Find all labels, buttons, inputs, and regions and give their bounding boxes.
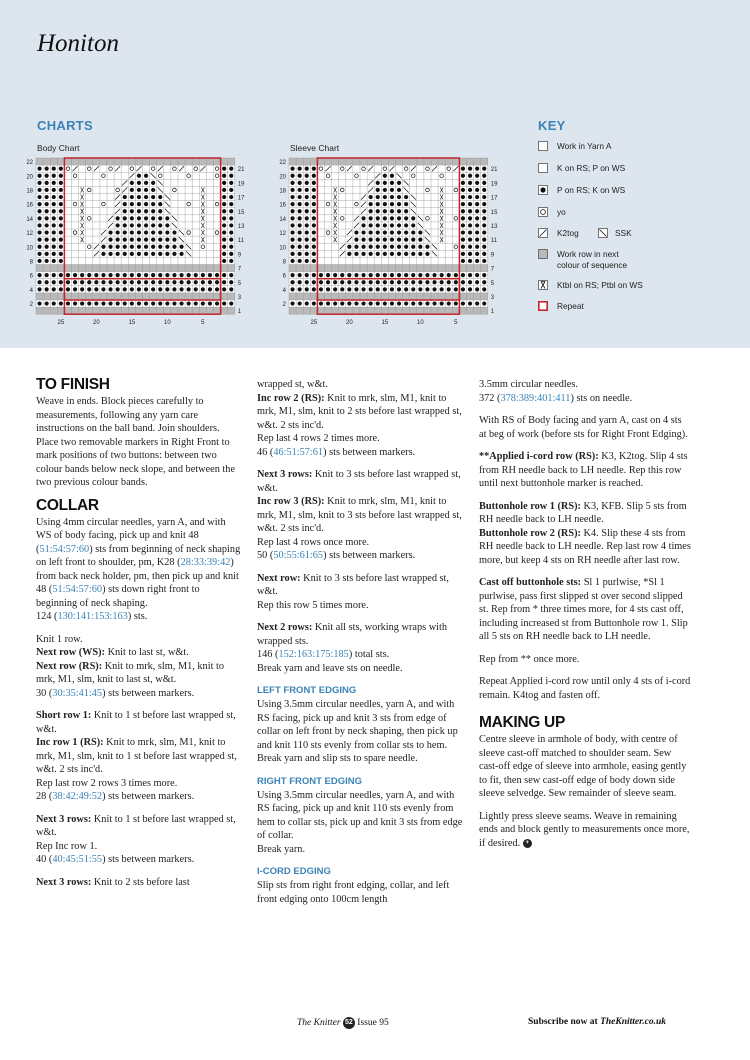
instruction: Slip sts from right front edging, collar, and left front edging onto 100cm length <box>257 880 450 905</box>
sleeve-chart-title: Sleeve Chart <box>290 143 340 153</box>
stitch-count: 146 (152:163:175:185) total sts. <box>257 649 390 660</box>
row-label-left: 16 <box>26 202 33 209</box>
instruction: Break yarn and slip sts to spare needle. <box>257 753 418 764</box>
instruction: Using 3.5mm circular needles, yarn A, and with RS facing, pick up and knit 110 sts evenly from hem to collar sts, pick up and knit 3 sts from edge of collar. <box>257 789 463 841</box>
column-3 <box>479 378 691 850</box>
row-label-left: 8 <box>282 259 286 266</box>
instruction: **Applied i-cord row (RS): K3, K2tog. Slip 4 sts from RH needle back to LH needle. Rep this row until next buttonhole marker is reached. <box>479 451 688 489</box>
row-label-right: 5 <box>490 280 495 287</box>
instruction: Rep from ** once more. <box>479 653 580 665</box>
chart-grid <box>289 158 488 314</box>
i-cord-edging-heading: I-CORD EDGING <box>257 866 331 877</box>
column-1 <box>36 375 243 889</box>
row-label-right: 21 <box>490 167 498 174</box>
body-chart-title: Body Chart <box>37 143 80 153</box>
collar-paragraph: Using 4mm circular needles, yarn A, and with WS of body facing, pick up and knit 48 (51:54:57:60) sts from beginning of neck shaping on left front to shoulder, pm, K28 (28:33:39:42) from back neck holder, pm, then pick up and knit 48 (51:54:57:60) sts down right front to beginning of neck shaping. <box>36 516 241 609</box>
charts-heading: CHARTS <box>37 118 93 133</box>
row-label-left: 4 <box>29 287 33 294</box>
instruction: wrapped st, w&t. <box>257 379 328 390</box>
stitch-count: 372 (378:389:401:411) sts on needle. <box>479 392 633 404</box>
row-label-right: 17 <box>237 195 245 202</box>
row-label-right: 17 <box>490 195 498 202</box>
page-title: Honiton <box>37 30 119 57</box>
row-label-left: 20 <box>26 174 33 181</box>
row-label-right: 11 <box>490 238 498 245</box>
instruction: Next row: Knit to 3 sts before last wrapped st, w&t. <box>257 572 449 597</box>
row-label-left: 16 <box>279 202 286 209</box>
instruction: Rep Inc row 1. <box>36 840 98 852</box>
row-label-left: 2 <box>29 302 33 309</box>
collar-heading: COLLAR <box>36 496 99 514</box>
row-label-left: 6 <box>29 273 33 280</box>
end-mark-icon: + <box>523 839 532 848</box>
making-up-heading: MAKING UP <box>479 714 565 731</box>
instruction: Next 3 rows: Knit to 2 sts before last <box>36 876 190 888</box>
stitch-count: 28 (38:42:49:52) sts between markers. <box>36 791 195 802</box>
row-label-left: 22 <box>279 160 286 167</box>
column-2 <box>257 378 467 906</box>
instruction: Knit 1 row. <box>36 633 83 645</box>
instruction: Inc row 1 (RS): Knit to mrk, slm, M1, knit to mrk, M1, slm, knit to 1 st before last wrapped st, w&t. 2 sts inc'd. <box>36 737 237 775</box>
col-label: 15 <box>381 320 389 327</box>
row-label-right: 13 <box>490 224 498 230</box>
instruction: With RS of Body facing and yarn A, cast on 4 sts at beg of work (before sts for Right Front Edging). <box>479 415 688 440</box>
col-label: 10 <box>164 320 171 327</box>
instruction: Next 2 rows: Knit all sts, working wraps with wrapped sts. <box>257 622 448 647</box>
instruction: Next row (WS): Knit to last st, w&t. <box>36 647 189 658</box>
row-label-right: 15 <box>237 209 245 216</box>
instruction: Break yarn and leave sts on needle. <box>257 662 403 674</box>
sleeve-chart <box>273 153 509 338</box>
instruction: Rep last 4 rows 2 times more. <box>257 433 380 444</box>
row-label-right: 7 <box>237 266 242 273</box>
grey-square-icon <box>538 249 548 259</box>
row-label-right: 1 <box>237 309 242 316</box>
k2tog-icon <box>538 228 548 238</box>
row-label-right: 5 <box>237 280 242 287</box>
instruction: Inc row 2 (RS): Knit to mrk, slm, M1, knit to mrk, M1, slm, knit to 2 sts before last wrapped st, w&t. 2 sts inc'd. <box>257 392 462 431</box>
red-square-icon <box>538 301 548 311</box>
instruction: 3.5mm circular needles. <box>479 379 578 390</box>
row-label-left: 14 <box>279 216 286 223</box>
col-label: 20 <box>346 320 353 327</box>
ssk-icon <box>598 228 608 238</box>
empty-square-icon <box>538 141 548 151</box>
row-label-left: 10 <box>26 245 33 252</box>
instruction: Inc row 3 (RS): Knit to mrk, slm, M1, knit to mrk, M1, slm, knit to 3 sts before last wrapped st, w&t. 2 sts inc'd. <box>257 496 462 534</box>
instruction: Break yarn. <box>257 843 306 855</box>
dot-square-icon <box>538 185 548 195</box>
circle-square-icon <box>538 207 548 217</box>
row-label-left: 4 <box>282 287 286 294</box>
instruction: Buttonhole row 2 (RS): K4. Slip these 4 sts from RH needle back to LH needle. Rep last row 4 times more, but keep 4 sts on RH needle after last row. <box>479 527 691 566</box>
row-label-right: 19 <box>237 181 245 188</box>
instruction: Next row (RS): Knit to mrk, slm, M1, knit to mrk, M1, slm, knit to last st, w&t. <box>36 660 225 685</box>
row-label-left: 2 <box>282 302 286 309</box>
instruction: Next 3 rows: Knit to 1 st before last wrapped st, w&t. <box>36 813 236 838</box>
row-label-right: 7 <box>490 266 495 273</box>
col-label: 20 <box>93 320 100 327</box>
col-label: 15 <box>128 320 136 327</box>
row-label-left: 8 <box>29 259 33 266</box>
instruction: Lightly press sleeve seams. Weave in remaining ends and block gently to measurements once more, if desired. + <box>479 810 690 849</box>
instruction: Rep last row 2 rows 3 times more. <box>36 777 178 789</box>
row-label-right: 3 <box>237 295 242 301</box>
col-label: 5 <box>201 320 205 327</box>
row-label-right: 19 <box>490 181 498 188</box>
key-heading: KEY <box>538 118 566 133</box>
ktbl-icon <box>538 280 548 290</box>
body-chart <box>20 153 256 338</box>
row-label-left: 14 <box>26 216 33 223</box>
footer-subscribe[interactable]: Subscribe now at TheKnitter.co.uk <box>528 1017 667 1027</box>
instruction: Cast off buttonhole sts: Sl 1 purlwise, *Sl 1 purlwise, pass first slipped st over second slipped st. Rep from * three times more, for 4 sts cast off, including increased st from Buttonhole row 1. Slip all 5 sts on RH needle back to LH needle. <box>479 577 688 642</box>
chart-grid <box>36 158 235 314</box>
instruction: Next 3 rows: Knit to 3 sts before last wrapped st, w&t. <box>257 469 461 494</box>
row-label-right: 3 <box>490 295 495 301</box>
row-label-right: 15 <box>490 209 498 216</box>
instruction: Buttonhole row 1 (RS): K3, KFB. Slip 5 sts from RH needle back to LH needle. <box>479 500 687 525</box>
row-label-right: 11 <box>237 238 245 245</box>
row-label-left: 6 <box>282 273 286 280</box>
right-front-edging-heading: RIGHT FRONT EDGING <box>257 775 363 787</box>
footer-issue: The Knitter 52 Issue 95 <box>297 1018 389 1029</box>
to-finish-heading: TO FINISH <box>36 376 110 393</box>
row-label-right: 21 <box>237 167 245 174</box>
row-label-left: 18 <box>26 188 33 195</box>
row-label-left: 12 <box>279 231 286 238</box>
row-label-right: 13 <box>237 224 245 230</box>
empty-square-icon <box>538 163 548 173</box>
row-label-right: 9 <box>237 252 242 259</box>
instruction: Rep this row 5 times more. <box>257 599 369 611</box>
stitch-count: 124 (130:141:153:163) sts. <box>36 611 148 622</box>
left-front-edging-heading: LEFT FRONT EDGING <box>257 685 357 696</box>
row-label-left: 20 <box>279 174 286 181</box>
instruction: Repeat Applied i-cord row until only 4 sts of i-cord remain. K4tog and fasten off. <box>479 676 691 701</box>
instruction: Centre sleeve in armhole of body, with centre of sleeve cast-off matched to shoulder seam. Sew cast-off edge of sleeve into armhole, easing gently to fit, then sew cast-off edge of body down side sleeve selvedge. Sew remainder of sleeve seam. <box>479 734 687 799</box>
row-label-left: 12 <box>26 231 33 238</box>
col-label: 25 <box>57 320 65 327</box>
row-label-left: 18 <box>279 188 286 195</box>
row-label-right: 9 <box>490 252 495 259</box>
row-label-left: 10 <box>279 245 286 252</box>
instruction: Using 3.5mm circular needles, yarn A, and with RS facing, pick up and knit 3 sts from edge of collar on left front by neck shaping, then pick up and knit 110 sts evenly from collar sts to hem. <box>257 699 458 751</box>
stitch-count: 40 (40:45:51:55) sts between markers. <box>36 854 195 865</box>
to-finish-text: Weave in ends. Block pieces carefully to measurements, following any yarn care instructions on the ball band. Join shoulders. Place two removable markers in Right Front to mark positions of two buttons: between two colour bands below neck slope, and between the two previous colour bands. <box>36 396 236 488</box>
row-label-left: 22 <box>26 160 33 167</box>
col-label: 5 <box>454 320 458 327</box>
stitch-count: 30 (30:35:41:45) sts between markers. <box>36 687 195 699</box>
col-label: 10 <box>417 320 424 327</box>
page-number: 52 <box>343 1017 355 1029</box>
instruction: Rep last 4 rows once more. <box>257 536 370 548</box>
stitch-count: 50 (50:55:61:65) sts between markers. <box>257 550 416 561</box>
instruction: Short row 1: Knit to 1 st before last wrapped st, w&t. <box>36 710 236 735</box>
stitch-count: 46 (46:51:57:61) sts between markers. <box>257 446 416 458</box>
row-label-right: 1 <box>490 309 495 316</box>
col-label: 25 <box>310 320 318 327</box>
